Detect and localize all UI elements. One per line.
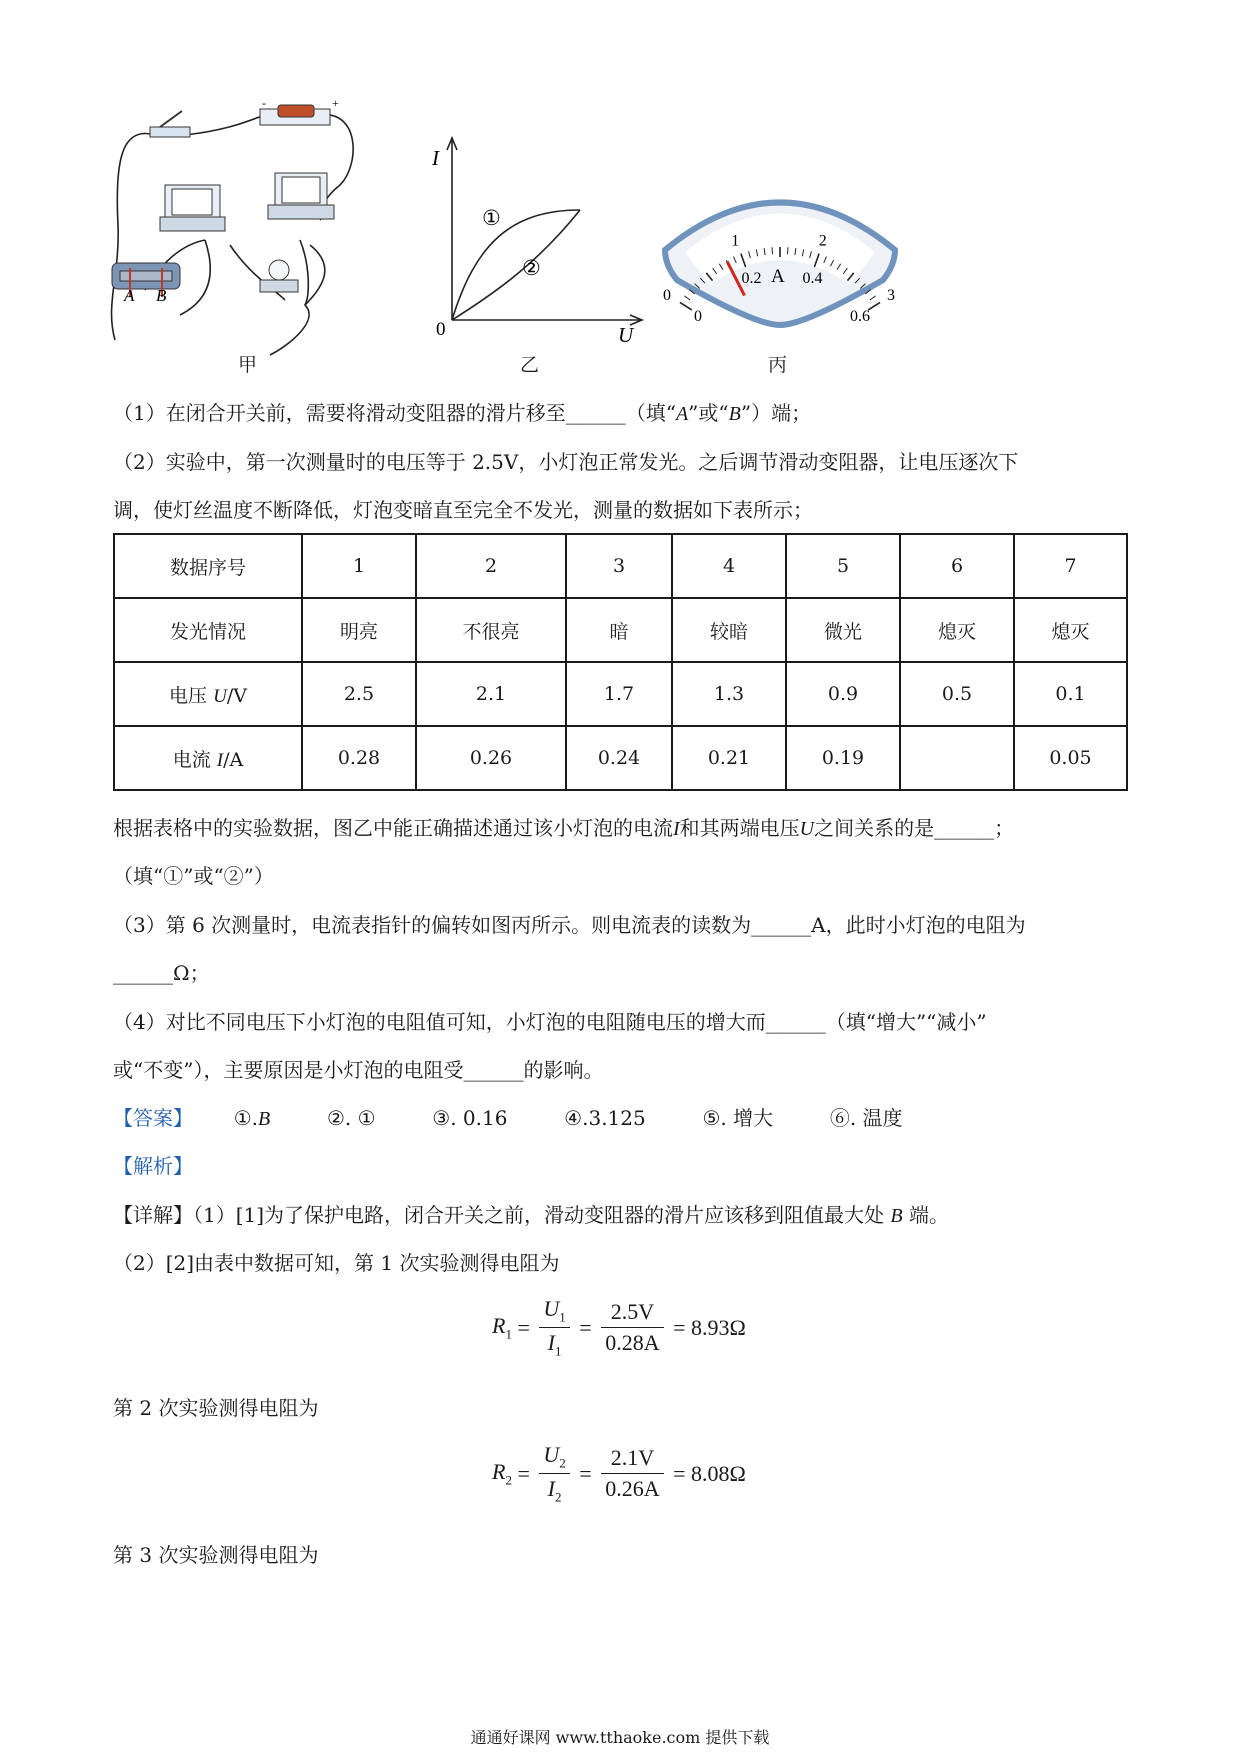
graph-origin-label: 0 (436, 319, 446, 340)
table-cell: 暗 (566, 598, 672, 662)
table-cell: 0.21 (672, 726, 786, 790)
table-cell: 0.28 (302, 726, 416, 790)
question-3-line1: （3）第 6 次测量时，电流表指针的偏转如图丙所示。则电流表的读数为______A，此时小灯泡的电阻为 (113, 913, 1026, 937)
table-header-cell: 电压 U/V (114, 662, 302, 726)
caption-yi: 乙 (520, 354, 540, 376)
table-cell: 3 (566, 534, 672, 598)
circuit-label-b: B (156, 286, 167, 305)
table-cell: 熄灭 (1014, 598, 1127, 662)
table-cell: 不很亮 (416, 598, 566, 662)
ammeter-outer-label: 2 (818, 232, 827, 250)
question-2-hint: （填“①”或“②”） (113, 864, 274, 888)
table-cell: 0.9 (786, 662, 900, 726)
answer-item: ⑤. 增大 (702, 1106, 774, 1130)
graph-curve2-label: ② (522, 256, 541, 280)
table-header-cell: 发光情况 (114, 598, 302, 662)
table-cell: 0.5 (900, 662, 1014, 726)
equation-r1: $R_1$ = $\frac{U_1}{I_1}$ = $\frac{2.5V}{0.28A}$ = 8.93Ω (492, 1296, 746, 1359)
answer-item: ⑥. 温度 (829, 1106, 903, 1130)
table-cell: 微光 (786, 598, 900, 662)
table-header-cell: 数据序号 (114, 534, 302, 598)
table-row (114, 662, 1127, 726)
circuit-diagram (110, 96, 410, 350)
table-cell: 5 (786, 534, 900, 598)
table-header-cell: 电流 I/A (114, 726, 302, 790)
question-1: （1）在闭合开关前，需要将滑动变阻器的滑片移至______（填“A”或“B”）端； (113, 401, 812, 425)
table-cell: 1.7 (566, 662, 672, 726)
table-cell: 0.24 (566, 726, 672, 790)
ammeter-inner-label: 0.6 (850, 308, 871, 326)
table-cell (900, 726, 1014, 790)
ammeter-outer-label: 1 (731, 232, 740, 250)
question-2-line2: 调，使灯丝温度不断降低，灯泡变暗直至完全不发光，测量的数据如下表所示； (113, 498, 813, 522)
ammeter-tick (870, 296, 876, 300)
circuit-label-a: A (124, 286, 135, 305)
circuit-label-plus: + (332, 96, 339, 110)
analysis-detail: 【详解】（1）[1]为了保护电路，闭合开关之前，滑动变阻器的滑片应该移到阻值最大处 B 端。 (113, 1203, 949, 1227)
table-cell: 0.05 (1014, 726, 1127, 790)
answer-row (113, 1105, 903, 1132)
page-footer: 通通好课网 www.tthaoke.com 提供下载 (470, 1728, 770, 1747)
answer-item: ③. 0.16 (432, 1106, 508, 1130)
table-row (114, 534, 1127, 598)
analysis-paragraph-4: 第 3 次实验测得电阻为 (113, 1543, 319, 1567)
analysis-paragraph-2: （2）[2]由表中数据可知，第 1 次实验测得电阻为 (113, 1251, 560, 1275)
circuit-label-minus: - (262, 96, 266, 110)
graph-x-axis-label: U (618, 323, 634, 347)
table-cell: 0.19 (786, 726, 900, 790)
analysis-label: 【解析】 (113, 1154, 193, 1178)
answer-item: ①.B (233, 1106, 271, 1130)
ammeter-outer-label: 0 (663, 287, 672, 305)
table-row (114, 598, 1127, 662)
table-cell: 熄灭 (900, 598, 1014, 662)
graph-curve1-label: ① (482, 206, 501, 230)
table-cell: 明亮 (302, 598, 416, 662)
ammeter-tick (684, 296, 690, 300)
table-cell: 2 (416, 534, 566, 598)
question-3-line2: ______Ω； (113, 961, 210, 985)
table-cell: 1 (302, 534, 416, 598)
data-table (113, 533, 1128, 791)
table-cell: 较暗 (672, 598, 786, 662)
caption-jia: 甲 (238, 354, 258, 376)
table-cell: 4 (672, 534, 786, 598)
table-cell: 1.3 (672, 662, 786, 726)
question-2-prompt: 根据表格中的实验数据，图乙中能正确描述通过该小灯泡的电流I和其两端电压U之间关系的是______； (113, 816, 1015, 840)
equation-r2: $R_2$ = $\frac{U_2}{I_2}$ = $\frac{2.1V}{0.26A}$ = 8.08Ω (492, 1442, 746, 1505)
table-cell: 0.26 (416, 726, 566, 790)
table-cell: 7 (1014, 534, 1127, 598)
ammeter-inner-label: 0 (693, 308, 702, 326)
question-4-line1: （4）对比不同电压下小灯泡的电阻值可知，小灯泡的电阻随电压的增大而______（填“增大”“减小” (113, 1010, 987, 1034)
table-row (114, 726, 1127, 790)
analysis-paragraph-3: 第 2 次实验测得电阻为 (113, 1396, 319, 1420)
ammeter-tick (680, 302, 692, 309)
table-cell: 2.1 (416, 662, 566, 726)
iu-graph (430, 135, 660, 345)
ammeter-unit-label: A (771, 266, 785, 287)
ammeter-outer-label: 3 (886, 287, 895, 305)
answer-label: 【答案】 (113, 1106, 193, 1130)
ammeter-dial (655, 190, 905, 330)
ammeter-inner-label: 0.4 (802, 270, 823, 288)
table-cell: 6 (900, 534, 1014, 598)
caption-bing: 丙 (768, 354, 788, 376)
graph-y-axis-label: I (432, 146, 439, 170)
answer-item: ④.3.125 (564, 1106, 646, 1130)
answer-item: ②. ① (326, 1106, 376, 1130)
ammeter-inner-label: 0.2 (741, 270, 762, 288)
question-4-line2: 或“不变”），主要原因是小灯泡的电阻受______的影响。 (113, 1058, 604, 1082)
question-2-line1: （2）实验中，第一次测量时的电压等于 2.5V，小灯泡正常发光。之后调节滑动变阻器，让电压逐次下 (113, 450, 1019, 474)
table-cell: 0.1 (1014, 662, 1127, 726)
table-cell: 2.5 (302, 662, 416, 726)
